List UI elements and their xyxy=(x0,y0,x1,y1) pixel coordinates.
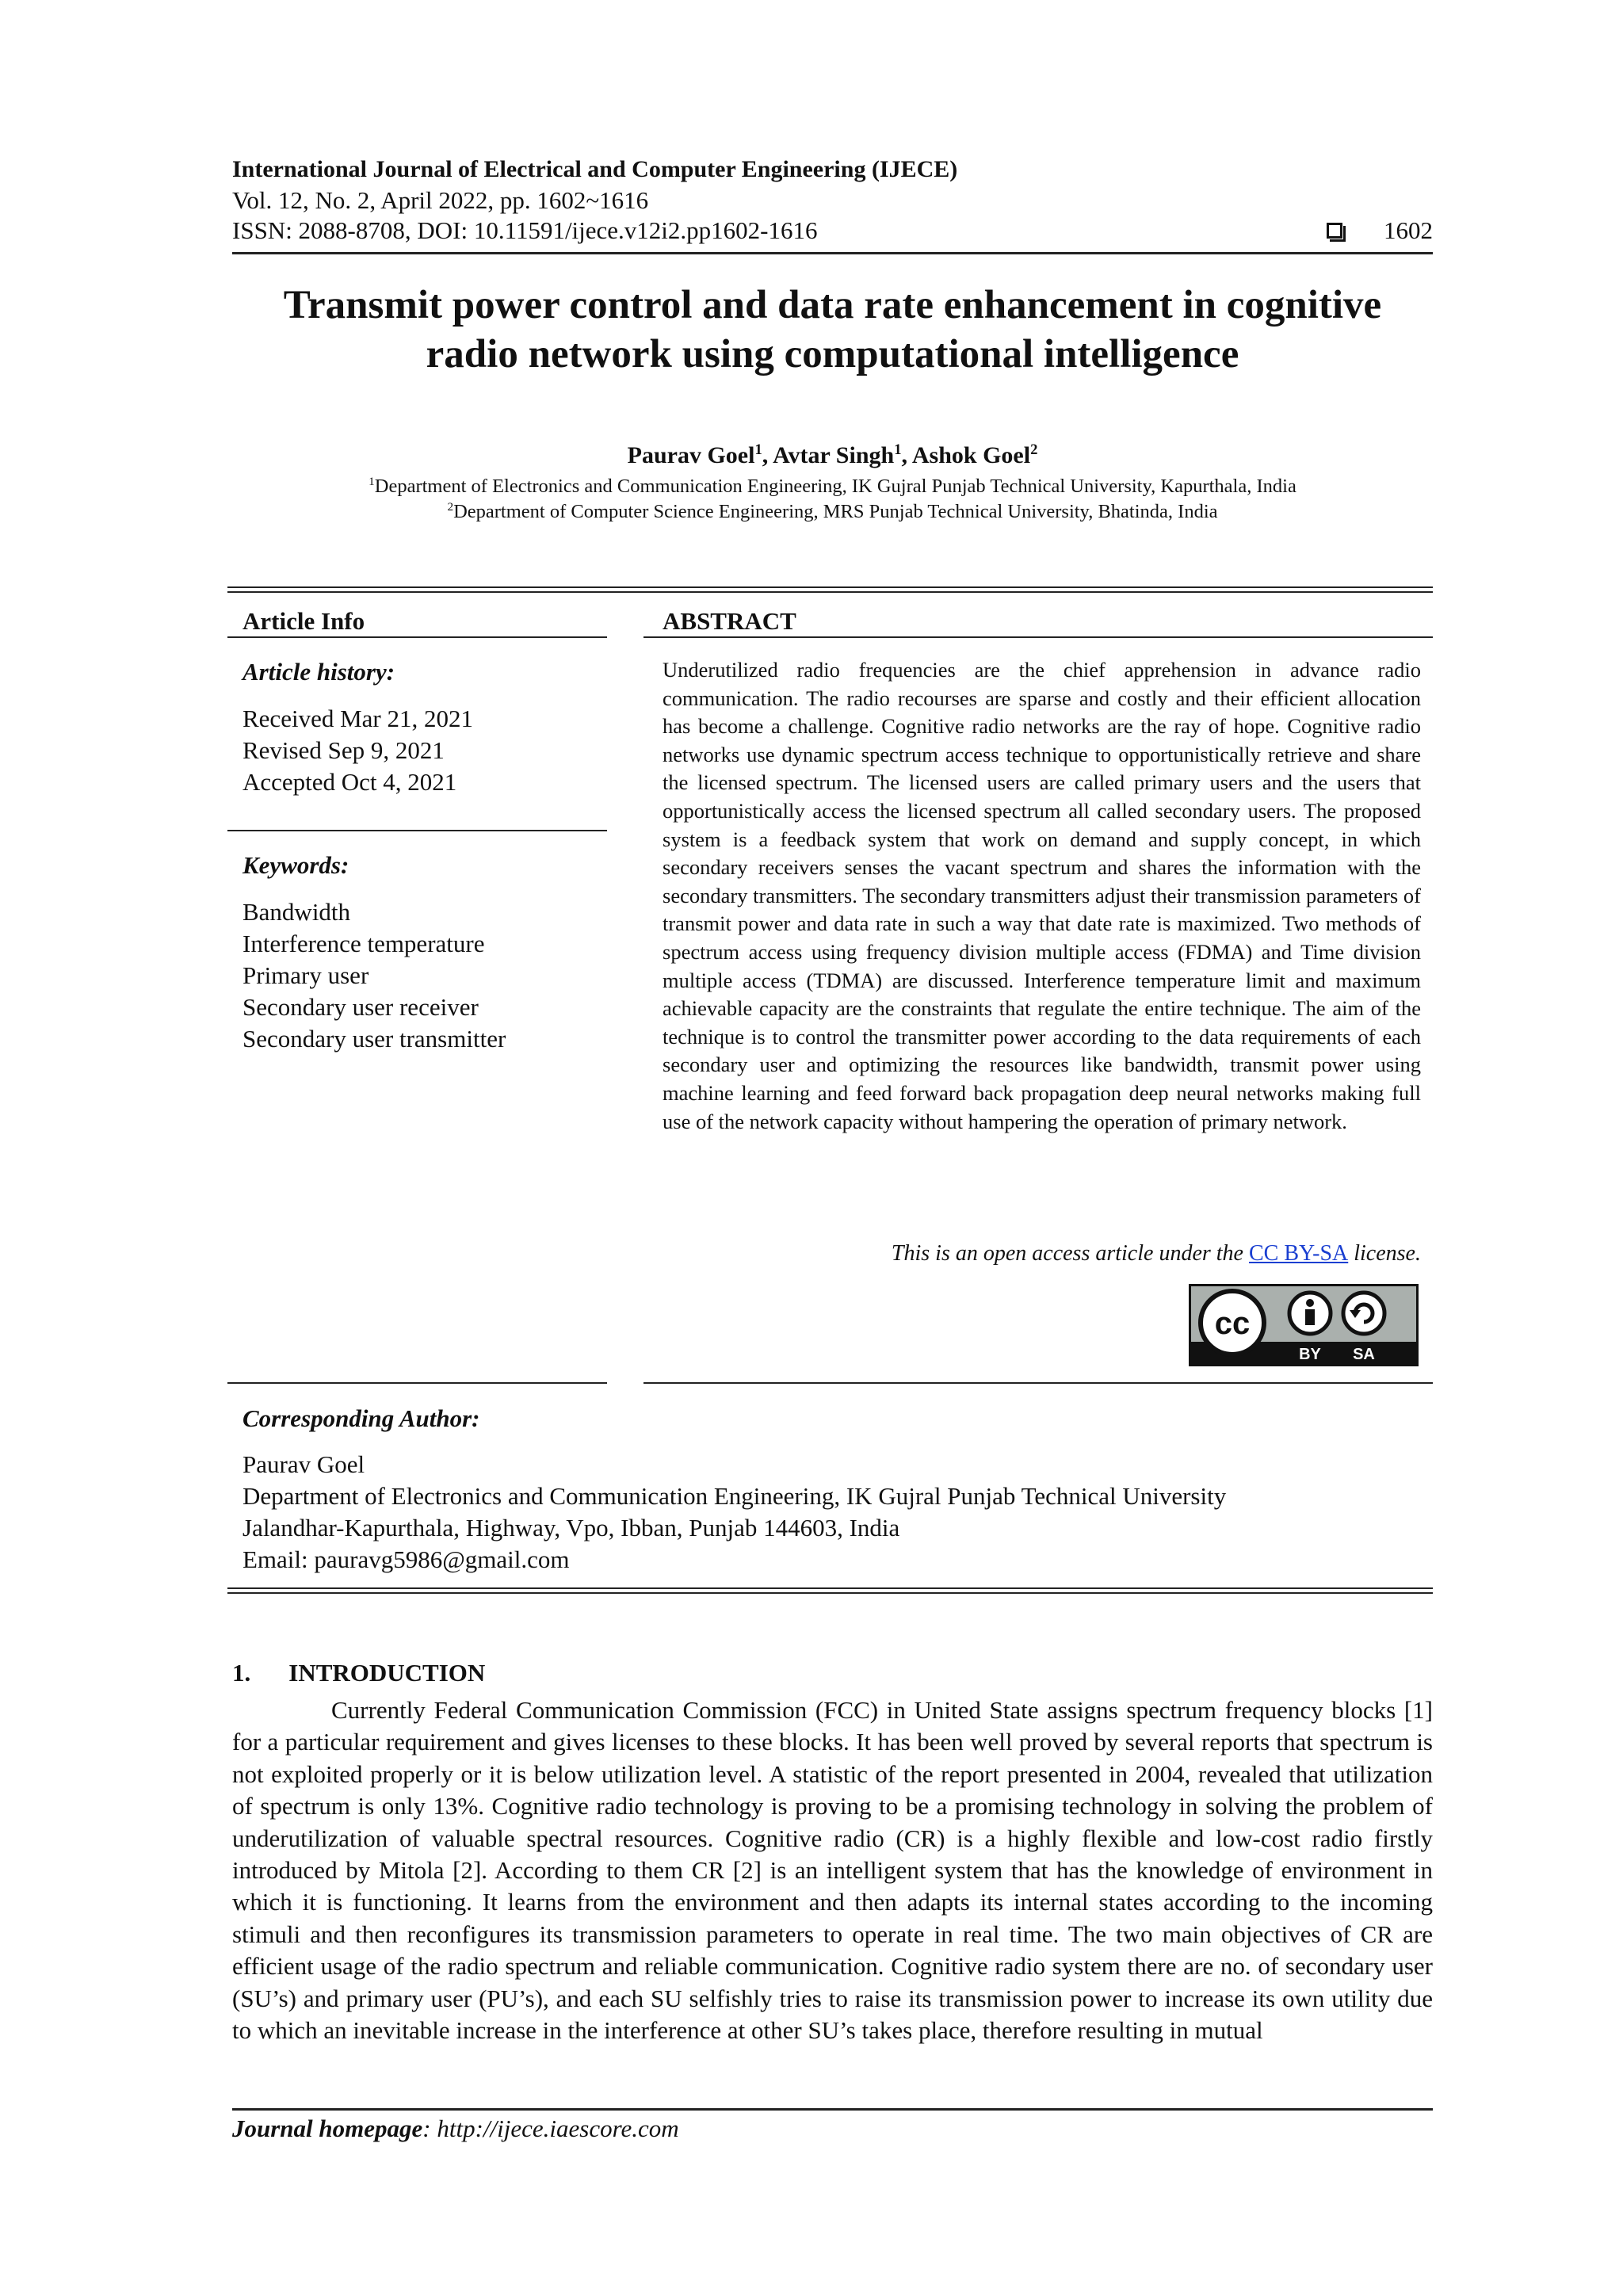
section-top-rule xyxy=(227,586,1433,588)
history-accepted: Accepted Oct 4, 2021 xyxy=(242,768,457,796)
journal-name: International Journal of Electrical and Computer Engineering (IJECE) xyxy=(232,156,958,182)
author-name: Ashok Goel xyxy=(911,442,1031,468)
keyword-item: Secondary user transmitter xyxy=(242,1025,506,1052)
footer-label: Journal homepage xyxy=(232,2115,423,2142)
article-history-list xyxy=(242,703,473,798)
corresponding-author-heading: Corresponding Author: xyxy=(242,1404,480,1432)
section-bottom-rule-2 xyxy=(227,1592,1433,1594)
cc-by-sa-badge xyxy=(1189,1284,1419,1366)
footer-rule xyxy=(232,2108,1433,2111)
page-number: 1602 xyxy=(1384,216,1433,244)
header-rule xyxy=(232,252,1433,254)
svg-text:cc: cc xyxy=(1214,1306,1251,1341)
keyword-item: Primary user xyxy=(242,961,369,989)
section-bottom-rule xyxy=(227,1587,1433,1589)
page-number-block xyxy=(1327,216,1433,245)
footer-url: : http://ijece.iaescore.com xyxy=(422,2115,679,2142)
open-access-note: This is an open access article under the CC BY-SA license. xyxy=(891,1241,1421,1266)
paper-title: Transmit power control and data rate enhancement in cognitive radio network using computational intelligence xyxy=(283,283,1382,376)
keywords-rule xyxy=(227,830,607,831)
square-bullet-icon xyxy=(1327,223,1342,239)
cc-license-icon xyxy=(1191,1286,1416,1364)
corresponding-name: Paurav Goel xyxy=(242,1450,365,1478)
history-revised: Revised Sep 9, 2021 xyxy=(242,736,445,764)
introduction-paragraph: Currently Federal Communication Commission (FCC) in United State assigns spectrum frequency blocks [1] for a particular requirement and gives licenses to these blocks. It has been well proved by several reports that spectrum is not exploited properly or it is below utilization level. A statistic of the report presented in 2004, revealed that utilization of spectrum is only 13%. Cognitive radio technology is proving to be a promising technology in solving the problem of underutilization of valuable spectral resources. Cognitive radio (CR) is a highly flexible and low-cost radio firstly introduced by Mitola [2]. According to them CR [2] is an intelligent system that has the knowledge of environment in which it is functioning. It learns from the environment and then adapts its internal states according to the incoming stimuli and then reconfigures its transmission parameters to operate in real time. The two main objectives of CR are efficient usage of the radio spectrum and reliable communication. Cognitive radio system there are no. of secondary user (SU’s) and primary user (PU’s), and each SU selfishly tries to raise its transmission power to increase its own utility due to which an inevitable increase in the interference at other SU’s takes place, therefore resulting in mutual xyxy=(232,1696,1433,2045)
history-received: Received Mar 21, 2021 xyxy=(242,705,473,732)
cc-by-label: BY xyxy=(1299,1346,1321,1363)
corresponding-email: Email: pauravg5986@gmail.com xyxy=(242,1545,570,1573)
article-info-heading: Article Info xyxy=(242,607,365,635)
abstract-heading: ABSTRACT xyxy=(663,607,796,635)
issn-doi: ISSN: 2088-8708, DOI: 10.11591/ijece.v12i2.pp1602-1616 xyxy=(232,216,818,244)
abstract-rule xyxy=(643,636,1433,638)
article-info-rule xyxy=(227,636,607,638)
keyword-item: Secondary user receiver xyxy=(242,993,479,1021)
cc-by-sa-link[interactable]: CC BY-SA xyxy=(1248,1241,1349,1266)
keyword-item: Interference temperature xyxy=(242,930,485,957)
abstract-bottom-rule xyxy=(643,1382,1433,1384)
affiliation-1: $^1$Department of Electronics and Communication Engineering, IK Gujral Punjab Technical University, Kapurthala, India xyxy=(369,474,1296,497)
author-name: Avtar Singh xyxy=(773,442,895,468)
keywords-heading: Keywords: xyxy=(242,851,349,879)
keyword-item: Bandwidth xyxy=(242,898,351,926)
journal-homepage xyxy=(232,2115,679,2143)
article-info-bottom-rule xyxy=(227,1382,607,1384)
abstract-text: Underutilized radio frequencies are the chief apprehension in advance radio communication. The radio recourses are sparse and costly and their efficient allocation has become a challenge. Cognitive radio networks are the ray of hope. Cognitive radio networks use dynamic spectrum access technique to opportunistically retrieve and share the licensed spectrum. The licensed users are called primary users and the users that opportunistically access the licensed spectrum all called secondary users. The proposed system is a feedback system that work on demand and supply concept, in which secondary receivers senses the vacant spectrum and shares the information with the secondary transmitters. The secondary transmitters adjust their transmission parameters of transmit power and data rate in such a way that date rate is maximized. Two methods of spectrum access using frequency division multiple access (FDMA) and Time division multiple access (TDMA) are discussed. Interference temperature limit and maximum achievable capacity are the constraints that regulate the entire technique. The aim of the technique is to control the transmitter power according to the data requirements of each secondary user and optimizing the resources like bandwidth, transmit power using machine learning and feed forward back propagation deep neural networks making full use of the network capacity without hampering the operation of primary network. xyxy=(663,658,1421,1133)
introduction-body xyxy=(232,1694,1433,2046)
keywords-list xyxy=(242,896,506,1055)
section-top-rule-2 xyxy=(227,591,1433,593)
article-history-heading: Article history: xyxy=(242,658,395,686)
volume-info: Vol. 12, No. 2, April 2022, pp. 1602~1616 xyxy=(232,186,649,214)
corresponding-address: Jalandhar-Kapurthala, Highway, Vpo, Ibban, Punjab 144603, India xyxy=(242,1514,900,1541)
cc-sa-label: SA xyxy=(1353,1346,1375,1363)
corresponding-department: Department of Electronics and Communication Engineering, IK Gujral Punjab Technical University xyxy=(242,1482,1227,1510)
author-name: Paurav Goel xyxy=(627,442,755,468)
affiliation-2: $^2$Department of Computer Science Engineering, MRS Punjab Technical University, Bhatinda, India xyxy=(447,499,1218,522)
author-list: Paurav Goel$^1$, Avtar Singh$^1$, Ashok Goel$^2$ xyxy=(627,441,1038,468)
introduction-heading: 1. INTRODUCTION xyxy=(232,1659,486,1687)
